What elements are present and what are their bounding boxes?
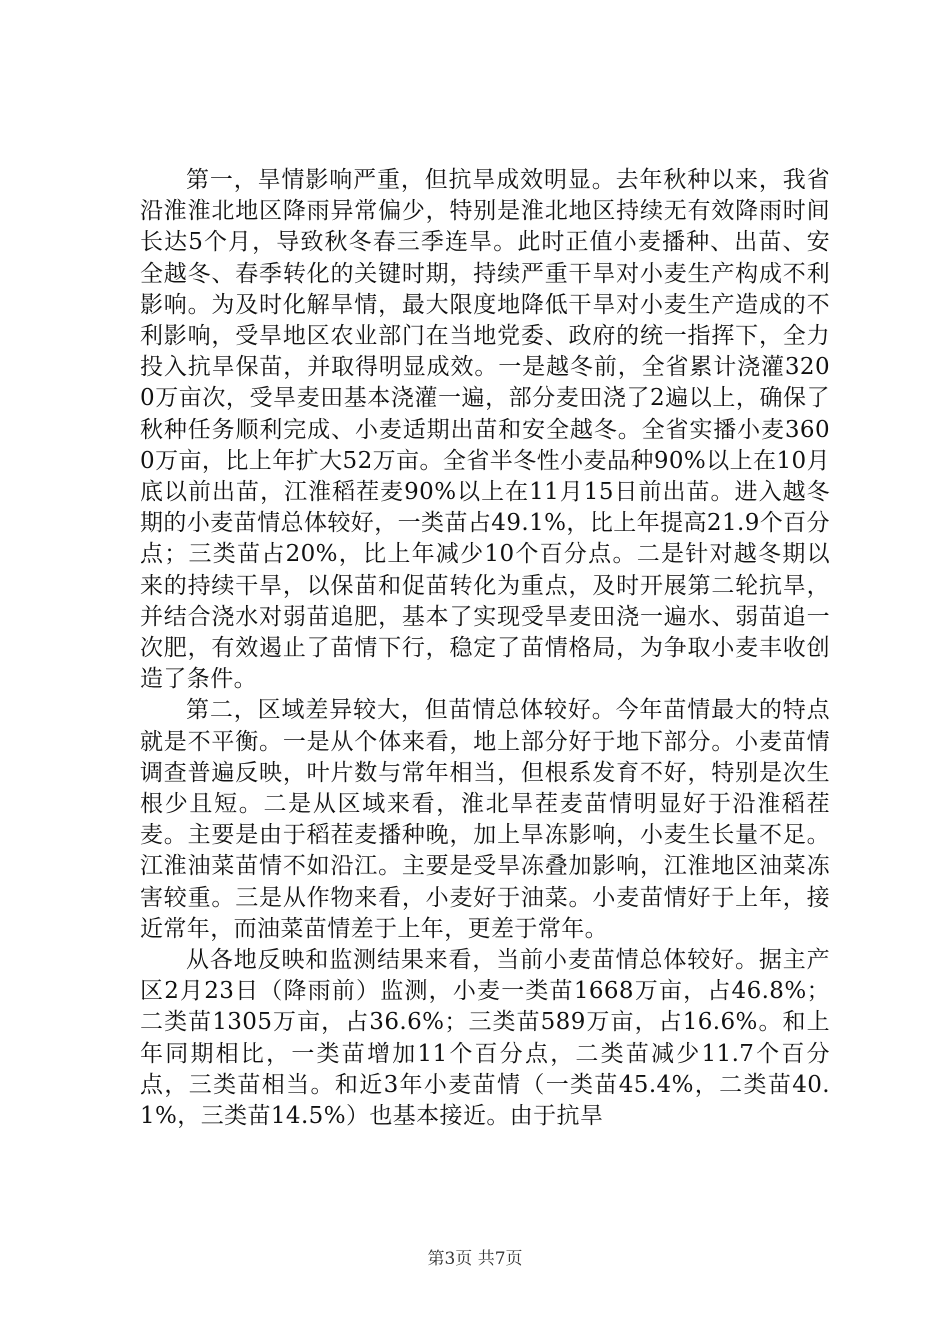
paragraph-regional-difference: 第二，区域差异较大，但苗情总体较好。今年苗情最大的特点就是不平衡。一是从个体来看，地上部分好于地下部分。小麦苗情调查普遍反映，叶片数与常年相当，但根系发育不好，特别是次生根少且短。二是从区域来看，淮北旱茬麦苗情明显好于沿淮稻茬麦。主要是由于稻茬麦播种晚，加上旱冻影响，小麦生长量不足。江淮油菜苗情不如沿江。主要是受旱冻叠加影响，江淮地区油菜冻害较重。三是从作物来看，小麦好于油菜。小麦苗情好于上年，接近常年，而油菜苗情差于上年，更差于常年。: [140, 697, 830, 942]
body-text: [140, 165, 830, 1132]
page-footer: [0, 1244, 950, 1269]
page-number: 第3页 共7页: [427, 1249, 523, 1269]
paragraph-monitoring-results: 从各地反映和监测结果来看，当前小麦苗情总体较好。据主产区2月23日（降雨前）监测，小麦一类苗1668万亩，占46.8%；二类苗1305万亩，占36.6%；三类苗589万亩，占16.6%。和上年同期相比，一类苗增加11个百分点，二类苗减少11.7个百分点，三类苗相当。和近3年小麦苗情（一类苗45.4%，二类苗40.1%，三类苗14.5%）也基本接近。由于抗旱: [140, 947, 830, 1130]
paragraph-drought-impact: 第一，旱情影响严重，但抗旱成效明显。去年秋种以来，我省沿淮淮北地区降雨异常偏少，特别是淮北地区持续无有效降雨时间长达5个月，导致秋冬春三季连旱。此时正值小麦播种、出苗、安全越冬、春季转化的关键时期，持续严重干旱对小麦生产构成不利影响。为及时化解旱情，最大限度地降低干旱对小麦生产造成的不利影响，受旱地区农业部门在当地党委、政府的统一指挥下，全力投入抗旱保苗，并取得明显成效。一是越冬前，全省累计浇灌3200万亩次，受旱麦田基本浇灌一遍，部分麦田浇了2遍以上，确保了秋种任务顺利完成、小麦适期出苗和安全越冬。全省实播小麦3600万亩，比上年扩大52万亩。全省半冬性小麦品种90%以上在10月底以前出苗，江淮稻茬麦90%以上在11月15日前出苗。进入越冬期的小麦苗情总体较好，一类苗占49.1%，比上年提高21.9个百分点；三类苗占20%，比上年减少10个百分点。二是针对越冬期以来的持续干旱，以保苗和促苗转化为重点，及时开展第二轮抗旱，并结合浇水对弱苗追肥，基本了实现受旱麦田浇一遍水、弱苗追一次肥，有效遏止了苗情下行，稳定了苗情格局，为争取小麦丰收创造了条件。: [140, 167, 830, 693]
